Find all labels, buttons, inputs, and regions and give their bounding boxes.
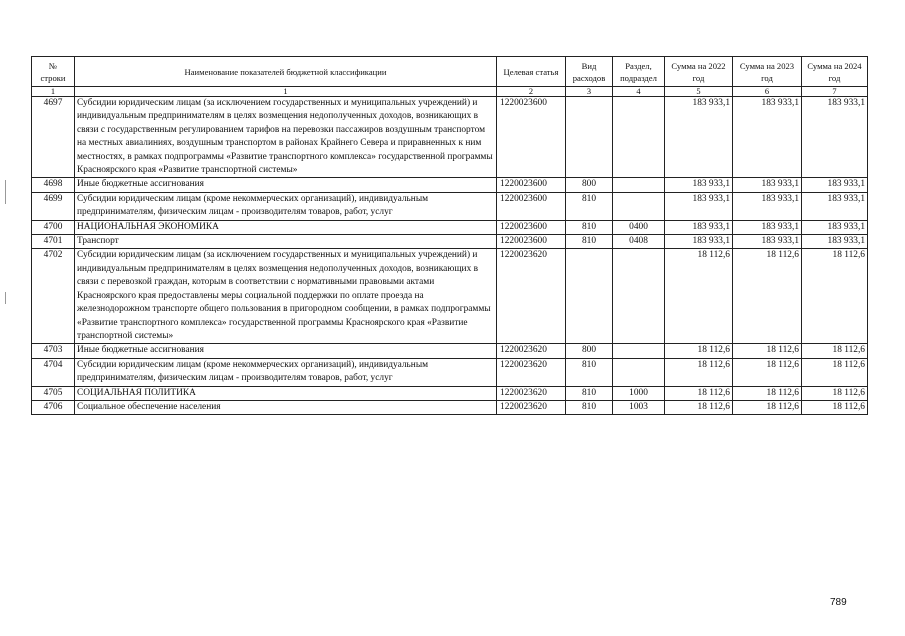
column-index: 6 [733,87,802,97]
row-sum-2022: 18 112,6 [665,344,733,358]
row-name: Субсидии юридическим лицам (кроме некоммерческих организаций), индивидуальным предпринимателям, физическим лицам - производителям товаров, работ, услуг [75,358,497,386]
row-section: 0400 [613,220,665,234]
header-sum-2022: Сумма на 2022 год [665,57,733,87]
table-row [32,192,868,220]
row-sum-2024: 18 112,6 [802,344,868,358]
row-section: 1000 [613,386,665,400]
header-row-no: № строки [32,57,75,87]
scan-margin-mark [5,180,6,204]
row-sum-2022: 18 112,6 [665,386,733,400]
table-row [32,386,868,400]
scan-margin-mark [5,292,6,304]
row-target: 1220023600 [497,192,566,220]
row-sum-2023: 183 933,1 [733,220,802,234]
row-name: Социальное обеспечение населения [75,400,497,414]
row-sum-2023: 183 933,1 [733,178,802,192]
table-row [32,358,868,386]
row-sum-2024: 18 112,6 [802,249,868,344]
row-sum-2024: 183 933,1 [802,192,868,220]
header-sum-2023: Сумма на 2023 год [733,57,802,87]
column-index: 1 [75,87,497,97]
row-target: 1220023620 [497,249,566,344]
row-name: Субсидии юридическим лицам (за исключением государственных и муниципальных учреждений) и индивидуальным предпринимателям в целях возмещения недополученных доходов, возникающих в связи с перевозкой граждан, которым в соответствии с нормативными правовыми актами Красноярского края предоставлены меры социальной поддержки по оплате проезда на железнодорожном транспорте общего пользования в пригородном сообщении, в рамках подпрограммы «Развитие транспортного комплекса» государственной программы Красноярского края «Развитие транспортной системы» [75,249,497,344]
row-sum-2024: 18 112,6 [802,358,868,386]
row-target: 1220023600 [497,220,566,234]
row-expense-type [566,249,613,344]
budget-table [31,56,868,415]
row-target: 1220023620 [497,358,566,386]
row-sum-2023: 18 112,6 [733,358,802,386]
column-index: 5 [665,87,733,97]
row-section: 0408 [613,235,665,249]
table-row [32,249,868,344]
header-row [32,57,868,87]
row-number: 4702 [32,249,75,344]
row-section [613,249,665,344]
header-sum-2024: Сумма на 2024 год [802,57,868,87]
row-sum-2023: 18 112,6 [733,386,802,400]
row-sum-2024: 183 933,1 [802,178,868,192]
row-expense-type: 810 [566,220,613,234]
row-number: 4699 [32,192,75,220]
row-sum-2024: 183 933,1 [802,220,868,234]
row-target: 1220023600 [497,97,566,178]
row-number: 4706 [32,400,75,414]
row-name: СОЦИАЛЬНАЯ ПОЛИТИКА [75,386,497,400]
row-sum-2024: 18 112,6 [802,400,868,414]
row-sum-2023: 18 112,6 [733,249,802,344]
row-expense-type: 800 [566,344,613,358]
row-section [613,344,665,358]
row-sum-2023: 18 112,6 [733,344,802,358]
column-index: 4 [613,87,665,97]
row-sum-2024: 183 933,1 [802,235,868,249]
row-expense-type: 800 [566,178,613,192]
page-number: 789 [830,597,847,608]
row-expense-type: 810 [566,235,613,249]
row-sum-2024: 183 933,1 [802,97,868,178]
row-number: 4704 [32,358,75,386]
row-number: 4697 [32,97,75,178]
row-name: Иные бюджетные ассигнования [75,178,497,192]
row-sum-2023: 183 933,1 [733,192,802,220]
row-sum-2022: 183 933,1 [665,178,733,192]
row-target: 1220023620 [497,386,566,400]
header-target: Целевая статья [497,57,566,87]
row-target: 1220023600 [497,178,566,192]
row-sum-2024: 18 112,6 [802,386,868,400]
row-expense-type: 810 [566,192,613,220]
row-number: 4705 [32,386,75,400]
row-section [613,178,665,192]
row-target: 1220023600 [497,235,566,249]
row-sum-2022: 183 933,1 [665,192,733,220]
row-sum-2022: 18 112,6 [665,400,733,414]
row-sum-2022: 18 112,6 [665,358,733,386]
row-expense-type [566,97,613,178]
row-target: 1220023620 [497,400,566,414]
column-index: 7 [802,87,868,97]
row-name: Транспорт [75,235,497,249]
table-row [32,178,868,192]
row-name: Иные бюджетные ассигнования [75,344,497,358]
column-index: 3 [566,87,613,97]
table-row [32,97,868,178]
row-sum-2022: 183 933,1 [665,97,733,178]
row-section: 1003 [613,400,665,414]
row-name: Субсидии юридическим лицам (кроме некоммерческих организаций), индивидуальным предпринимателям, физическим лицам - производителям товаров, работ, услуг [75,192,497,220]
row-number: 4701 [32,235,75,249]
row-sum-2023: 183 933,1 [733,97,802,178]
row-target: 1220023620 [497,344,566,358]
row-expense-type: 810 [566,400,613,414]
column-index: 1 [32,87,75,97]
column-index: 2 [497,87,566,97]
row-sum-2022: 18 112,6 [665,249,733,344]
table-row [32,344,868,358]
row-name: НАЦИОНАЛЬНАЯ ЭКОНОМИКА [75,220,497,234]
row-section [613,358,665,386]
row-number: 4698 [32,178,75,192]
row-number: 4703 [32,344,75,358]
header-expense-type: Вид расходов [566,57,613,87]
row-section [613,192,665,220]
row-section [613,97,665,178]
row-sum-2022: 183 933,1 [665,220,733,234]
row-expense-type: 810 [566,358,613,386]
column-index-row [32,87,868,97]
row-sum-2023: 18 112,6 [733,400,802,414]
table-row [32,400,868,414]
header-name: Наименование показателей бюджетной классификации [75,57,497,87]
header-section: Раздел, подраздел [613,57,665,87]
row-name: Субсидии юридическим лицам (за исключением государственных и муниципальных учреждений) и индивидуальным предпринимателям в целях возмещения недополученных доходов, возникающих в связи с государственным регулированием тарифов на перевозки пассажиров воздушным транспортом на местных авиалиниях, воздушным транспортом в районах Крайнего Севера и приравненных к ним местностях, в рамках подпрограммы «Развитие транспортного комплекса» государственной программы Красноярского края «Развитие транспортной системы» [75,97,497,178]
row-sum-2022: 183 933,1 [665,235,733,249]
row-number: 4700 [32,220,75,234]
row-expense-type: 810 [566,386,613,400]
row-sum-2023: 183 933,1 [733,235,802,249]
table-row [32,235,868,249]
table-row [32,220,868,234]
